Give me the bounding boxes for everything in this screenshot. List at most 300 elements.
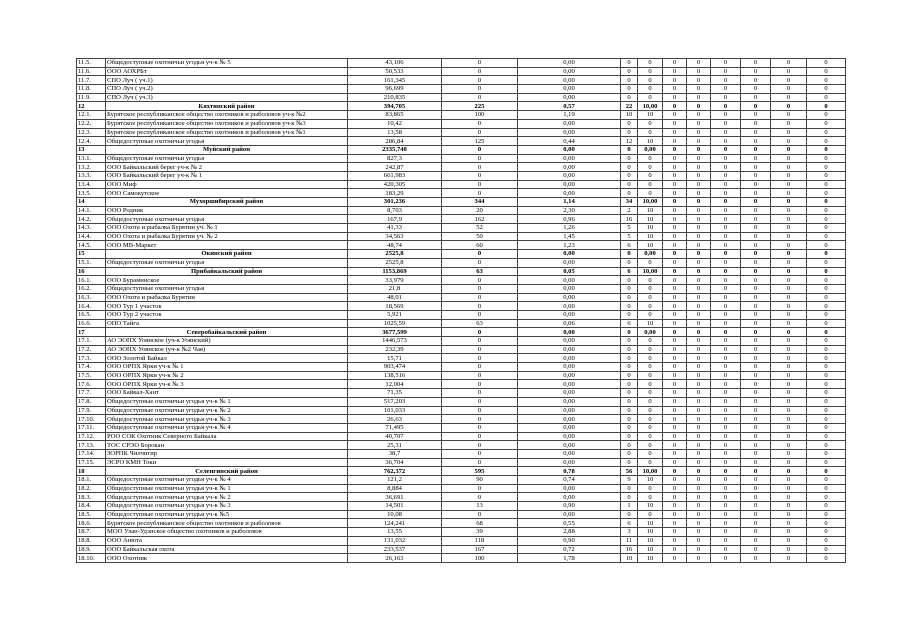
value-cell: 39 — [442, 528, 518, 537]
value-cell: 0 — [442, 432, 518, 441]
value-cell: 0 — [638, 345, 663, 354]
area-cell: 161,345 — [348, 76, 442, 85]
value-cell: 118 — [442, 536, 518, 545]
value-cell: 0 — [807, 85, 846, 94]
value-cell: 0 — [807, 93, 846, 102]
hunting-ground-name-cell: ООО Бураминское — [106, 276, 348, 285]
hunting-ground-name-cell: Бурятское республиканское общество охотников и рыболовов уч-к №3 — [106, 119, 348, 128]
area-cell: 2525,8 — [348, 258, 442, 267]
table-row — [77, 59, 846, 68]
value-cell: 0 — [771, 111, 807, 120]
value-cell: 0 — [687, 484, 711, 493]
value-cell: 0 — [741, 310, 771, 319]
value-cell: 0 — [638, 493, 663, 502]
value-cell: 0 — [711, 102, 741, 111]
value-cell: 0 — [687, 93, 711, 102]
value-cell: 0 — [621, 389, 638, 398]
value-cell: 0 — [663, 467, 687, 476]
value-cell: 0 — [638, 67, 663, 76]
value-cell: 0 — [741, 328, 771, 337]
value-cell: 0 — [687, 250, 711, 259]
value-cell: 0 — [687, 380, 711, 389]
value-cell: 0 — [771, 536, 807, 545]
table-row — [77, 163, 846, 172]
area-cell: 71,35 — [348, 389, 442, 398]
row-number-cell: 13.2. — [77, 163, 106, 172]
value-cell: 0 — [442, 145, 518, 154]
value-cell: 0 — [663, 85, 687, 94]
value-cell: 0 — [807, 502, 846, 511]
value-cell: 0 — [663, 484, 687, 493]
density-cell: 0,00 — [518, 189, 621, 198]
area-cell: 13,58 — [348, 128, 442, 137]
hunting-ground-name-cell: Прибайкальский район — [106, 267, 348, 276]
value-cell: 0 — [687, 215, 711, 224]
row-number-cell: 17.5. — [77, 371, 106, 380]
table-row — [77, 137, 846, 146]
value-cell: 0 — [711, 467, 741, 476]
value-cell: 0 — [621, 85, 638, 94]
value-cell: 10 — [638, 232, 663, 241]
value-cell: 0 — [711, 180, 741, 189]
value-cell: 0 — [711, 267, 741, 276]
value-cell: 0 — [741, 250, 771, 259]
value-cell: 0 — [663, 406, 687, 415]
table-row — [77, 510, 846, 519]
value-cell: 10 — [638, 319, 663, 328]
value-cell: 10 — [638, 137, 663, 146]
value-cell: 0 — [621, 93, 638, 102]
value-cell: 100 — [442, 554, 518, 563]
value-cell: 0 — [741, 363, 771, 372]
area-cell: 18,569 — [348, 302, 442, 311]
value-cell: 0 — [442, 180, 518, 189]
value-cell: 0 — [621, 449, 638, 458]
value-cell: 125 — [442, 137, 518, 146]
table-row — [77, 371, 846, 380]
hunting-ground-name-cell: Общедоступные охотничьи угодья уч-к № 2 — [106, 406, 348, 415]
value-cell: 0 — [771, 380, 807, 389]
density-cell: 0,55 — [518, 519, 621, 528]
value-cell: 0 — [741, 528, 771, 537]
value-cell: 0 — [741, 224, 771, 233]
value-cell: 0 — [687, 171, 711, 180]
density-cell: 0,00 — [518, 406, 621, 415]
value-cell: 0,00 — [638, 328, 663, 337]
area-cell: 83,865 — [348, 111, 442, 120]
value-cell: 0 — [771, 510, 807, 519]
value-cell: 0 — [638, 59, 663, 68]
value-cell: 0 — [638, 449, 663, 458]
density-cell: 0,00 — [518, 354, 621, 363]
value-cell: 0 — [442, 284, 518, 293]
value-cell: 0 — [771, 519, 807, 528]
density-cell: 0,00 — [518, 180, 621, 189]
row-number-cell: 14.1. — [77, 206, 106, 215]
value-cell: 0 — [741, 232, 771, 241]
value-cell: 0 — [621, 363, 638, 372]
value-cell: 10,00 — [638, 198, 663, 207]
value-cell: 0 — [771, 449, 807, 458]
value-cell: 0 — [442, 93, 518, 102]
table-row — [77, 241, 846, 250]
value-cell: 0 — [621, 328, 638, 337]
value-cell: 0 — [771, 224, 807, 233]
row-number-cell: 17.7. — [77, 389, 106, 398]
value-cell: 0 — [741, 241, 771, 250]
hunting-ground-name-cell: Северобайкальский район — [106, 328, 348, 337]
value-cell: 0 — [711, 319, 741, 328]
value-cell: 0 — [621, 67, 638, 76]
value-cell: 0 — [687, 137, 711, 146]
row-number-cell: 18.3. — [77, 493, 106, 502]
value-cell: 0 — [442, 171, 518, 180]
table-row — [77, 206, 846, 215]
value-cell: 0 — [442, 128, 518, 137]
value-cell: 0 — [663, 171, 687, 180]
row-number-cell: 18.9. — [77, 545, 106, 554]
area-cell: 233,537 — [348, 545, 442, 554]
value-cell: 50 — [442, 232, 518, 241]
value-cell: 0 — [711, 449, 741, 458]
value-cell: 0 — [771, 76, 807, 85]
value-cell: 0 — [741, 302, 771, 311]
density-cell: 0,00 — [518, 93, 621, 102]
value-cell: 0 — [771, 232, 807, 241]
area-cell: 1446,573 — [348, 337, 442, 346]
value-cell: 0 — [711, 371, 741, 380]
row-number-cell: 17.13. — [77, 441, 106, 450]
district-row — [77, 328, 846, 337]
value-cell: 0 — [741, 85, 771, 94]
value-cell: 0 — [711, 250, 741, 259]
value-cell: 0 — [663, 206, 687, 215]
density-cell: 0,00 — [518, 415, 621, 424]
value-cell: 0 — [687, 519, 711, 528]
hunting-ground-name-cell: ООО ОРПХ Ярки уч-к № 1 — [106, 363, 348, 372]
value-cell: 0 — [638, 76, 663, 85]
value-cell: 0 — [807, 206, 846, 215]
value-cell: 0 — [638, 93, 663, 102]
table-row — [77, 345, 846, 354]
district-row — [77, 102, 846, 111]
area-cell: 903,474 — [348, 363, 442, 372]
value-cell: 6 — [621, 319, 638, 328]
value-cell: 0 — [687, 302, 711, 311]
value-cell: 0 — [687, 528, 711, 537]
area-cell: 96,699 — [348, 85, 442, 94]
density-cell: 0,00 — [518, 432, 621, 441]
table-row — [77, 519, 846, 528]
value-cell: 0 — [711, 415, 741, 424]
value-cell: 0 — [807, 467, 846, 476]
hunting-ground-name-cell: ООО ОРПХ Ярки уч-к № 2 — [106, 371, 348, 380]
area-cell: 8,703 — [348, 206, 442, 215]
value-cell: 0 — [442, 337, 518, 346]
value-cell: 0 — [621, 302, 638, 311]
value-cell: 0 — [741, 380, 771, 389]
row-number-cell: 17.1. — [77, 337, 106, 346]
row-number-cell: 17.9. — [77, 406, 106, 415]
value-cell: 0 — [442, 276, 518, 285]
value-cell: 0 — [741, 510, 771, 519]
value-cell: 0 — [741, 76, 771, 85]
value-cell: 0 — [638, 171, 663, 180]
value-cell: 0 — [663, 415, 687, 424]
value-cell: 0 — [807, 241, 846, 250]
row-number-cell: 14.5. — [77, 241, 106, 250]
value-cell: 0 — [687, 406, 711, 415]
value-cell: 0 — [442, 59, 518, 68]
density-cell: 0,00 — [518, 380, 621, 389]
density-cell: 0,72 — [518, 545, 621, 554]
table-row — [77, 215, 846, 224]
value-cell: 0 — [621, 189, 638, 198]
value-cell: 0 — [638, 510, 663, 519]
table-row — [77, 406, 846, 415]
row-number-cell: 18.2. — [77, 484, 106, 493]
value-cell: 0 — [771, 267, 807, 276]
value-cell: 0 — [442, 441, 518, 450]
value-cell: 0 — [711, 441, 741, 450]
value-cell: 10 — [638, 528, 663, 537]
density-cell: 0,00 — [518, 389, 621, 398]
density-cell: 0,00 — [518, 371, 621, 380]
hunting-ground-name-cell: ООО МВ-Маркет — [106, 241, 348, 250]
hunting-ground-name-cell: ООО Тур 1 участок — [106, 302, 348, 311]
value-cell: 0 — [442, 154, 518, 163]
value-cell: 16 — [621, 215, 638, 224]
value-cell: 0 — [663, 198, 687, 207]
area-cell: 183,29 — [348, 189, 442, 198]
density-cell: 0,00 — [518, 397, 621, 406]
density-cell: 0,00 — [518, 302, 621, 311]
value-cell: 0 — [771, 415, 807, 424]
hunting-ground-name-cell: ТОС СРЭО Борокан — [106, 441, 348, 450]
value-cell: 0 — [663, 302, 687, 311]
density-cell: 0,00 — [518, 276, 621, 285]
area-cell: 48,74 — [348, 241, 442, 250]
value-cell: 0 — [807, 528, 846, 537]
density-cell: 0,06 — [518, 319, 621, 328]
value-cell: 0 — [663, 59, 687, 68]
value-cell: 0 — [741, 198, 771, 207]
value-cell: 12 — [621, 137, 638, 146]
value-cell: 0 — [807, 198, 846, 207]
density-cell: 0,00 — [518, 154, 621, 163]
area-cell: 517,203 — [348, 397, 442, 406]
density-cell: 0,00 — [518, 128, 621, 137]
value-cell: 0 — [771, 406, 807, 415]
table-row — [77, 397, 846, 406]
value-cell: 0 — [711, 293, 741, 302]
value-cell: 0 — [711, 128, 741, 137]
value-cell: 0 — [771, 502, 807, 511]
value-cell: 0 — [741, 111, 771, 120]
value-cell: 0 — [711, 519, 741, 528]
row-number-cell: 18.6. — [77, 519, 106, 528]
value-cell: 0 — [687, 276, 711, 285]
value-cell: 0 — [663, 545, 687, 554]
value-cell: 0 — [771, 545, 807, 554]
value-cell: 0 — [621, 119, 638, 128]
area-cell: 3677,599 — [348, 328, 442, 337]
district-row — [77, 250, 846, 259]
value-cell: 0 — [663, 458, 687, 467]
value-cell: 11 — [621, 536, 638, 545]
value-cell: 0 — [663, 510, 687, 519]
value-cell: 0 — [663, 232, 687, 241]
value-cell: 0 — [771, 93, 807, 102]
row-number-cell: 12.3. — [77, 128, 106, 137]
hunting-ground-name-cell: Общедоступные охотничьи угодья уч-к № 4 — [106, 423, 348, 432]
value-cell: 0 — [711, 145, 741, 154]
value-cell: 0 — [663, 145, 687, 154]
value-cell: 0 — [687, 493, 711, 502]
value-cell: 0 — [807, 389, 846, 398]
row-number-cell: 15 — [77, 250, 106, 259]
hunting-ground-name-cell: Общедоступные охотничьи угодья уч-к № 2 — [106, 493, 348, 502]
value-cell: 0 — [663, 319, 687, 328]
value-cell: 0 — [807, 154, 846, 163]
value-cell: 0 — [741, 441, 771, 450]
density-cell: 0,00 — [518, 310, 621, 319]
table-row — [77, 441, 846, 450]
value-cell: 0 — [621, 458, 638, 467]
value-cell: 10 — [638, 206, 663, 215]
value-cell: 0 — [711, 354, 741, 363]
value-cell: 0 — [741, 458, 771, 467]
value-cell: 0 — [807, 180, 846, 189]
table-row — [77, 337, 846, 346]
value-cell: 0 — [711, 232, 741, 241]
row-number-cell: 17.14. — [77, 449, 106, 458]
value-cell: 0 — [771, 145, 807, 154]
value-cell: 0 — [663, 293, 687, 302]
value-cell: 0 — [741, 345, 771, 354]
hunting-ground-name-cell: Общедоступные охотничьи угодья уч-к № 1 — [106, 397, 348, 406]
value-cell: 0 — [807, 458, 846, 467]
value-cell: 0 — [621, 59, 638, 68]
value-cell: 63 — [442, 319, 518, 328]
value-cell: 0 — [442, 389, 518, 398]
value-cell: 0 — [663, 137, 687, 146]
value-cell: 0 — [711, 536, 741, 545]
value-cell: 0 — [807, 232, 846, 241]
value-cell: 0 — [711, 284, 741, 293]
area-cell: 34,563 — [348, 232, 442, 241]
value-cell: 10 — [638, 554, 663, 563]
value-cell: 0 — [663, 93, 687, 102]
row-number-cell: 15.1. — [77, 258, 106, 267]
value-cell: 0 — [621, 310, 638, 319]
value-cell: 0 — [771, 163, 807, 172]
area-cell: 5,921 — [348, 310, 442, 319]
area-cell: 38,7 — [348, 449, 442, 458]
value-cell: 0 — [771, 389, 807, 398]
density-cell: 0,00 — [518, 67, 621, 76]
value-cell: 0 — [687, 189, 711, 198]
value-cell: 0 — [771, 128, 807, 137]
value-cell: 0 — [621, 293, 638, 302]
value-cell: 0 — [807, 415, 846, 424]
table-row — [77, 119, 846, 128]
hunting-ground-name-cell: Общедоступные охотничьи угодья уч-к № 3 — [106, 415, 348, 424]
value-cell: 0 — [807, 441, 846, 450]
value-cell: 0 — [663, 67, 687, 76]
value-cell: 0 — [663, 441, 687, 450]
value-cell: 10,00 — [638, 467, 663, 476]
value-cell: 0 — [711, 119, 741, 128]
row-number-cell: 17.11. — [77, 423, 106, 432]
value-cell: 0 — [711, 215, 741, 224]
value-cell: 0 — [807, 380, 846, 389]
value-cell: 6 — [621, 519, 638, 528]
value-cell: 0 — [663, 389, 687, 398]
value-cell: 0 — [711, 189, 741, 198]
value-cell: 0 — [638, 293, 663, 302]
value-cell: 10 — [638, 476, 663, 485]
value-cell: 0 — [687, 415, 711, 424]
value-cell: 0 — [771, 441, 807, 450]
value-cell: 0 — [771, 484, 807, 493]
value-cell: 0 — [807, 224, 846, 233]
value-cell: 0 — [807, 276, 846, 285]
value-cell: 0 — [771, 180, 807, 189]
value-cell: 0 — [741, 145, 771, 154]
value-cell: 0 — [663, 493, 687, 502]
value-cell: 0 — [663, 449, 687, 458]
table-row — [77, 276, 846, 285]
value-cell: 0 — [771, 198, 807, 207]
value-cell: 0 — [807, 519, 846, 528]
value-cell: 0 — [687, 432, 711, 441]
density-cell: 1,45 — [518, 232, 621, 241]
row-number-cell: 14.3. — [77, 224, 106, 233]
area-cell: 41,33 — [348, 224, 442, 233]
hunting-ground-name-cell: ООО Родник — [106, 206, 348, 215]
value-cell: 0 — [687, 119, 711, 128]
value-cell: 0 — [687, 554, 711, 563]
value-cell: 0 — [711, 85, 741, 94]
value-cell: 0 — [687, 59, 711, 68]
value-cell: 0 — [687, 224, 711, 233]
value-cell: 0 — [442, 449, 518, 458]
value-cell: 0 — [638, 258, 663, 267]
value-cell: 0 — [711, 363, 741, 372]
hunting-ground-name-cell: Общедоступные охотничьи угодья — [106, 284, 348, 293]
value-cell: 0 — [807, 293, 846, 302]
row-number-cell: 16.2. — [77, 284, 106, 293]
value-cell: 0 — [741, 371, 771, 380]
hunting-ground-name-cell: Общедоступные охотничьи угодья уч-к № 1 — [106, 484, 348, 493]
value-cell: 0 — [687, 449, 711, 458]
value-cell: 0 — [442, 484, 518, 493]
hunting-ground-name-cell: МОО Улан-Удэнское общество охотников и рыболовов — [106, 528, 348, 537]
hunting-ground-name-cell: ООО АОХРБт — [106, 67, 348, 76]
value-cell: 0 — [771, 458, 807, 467]
value-cell: 0 — [687, 467, 711, 476]
hunting-ground-name-cell: АО ЭОПХ Уоянское (уч-к №2 Чая) — [106, 345, 348, 354]
value-cell: 0 — [771, 189, 807, 198]
value-cell: 0 — [663, 276, 687, 285]
table-row — [77, 284, 846, 293]
hunting-ground-name-cell: СПО Луч ( уч.3) — [106, 93, 348, 102]
table-row — [77, 111, 846, 120]
value-cell: 10 — [638, 536, 663, 545]
value-cell: 0 — [711, 206, 741, 215]
value-cell: 0 — [741, 215, 771, 224]
